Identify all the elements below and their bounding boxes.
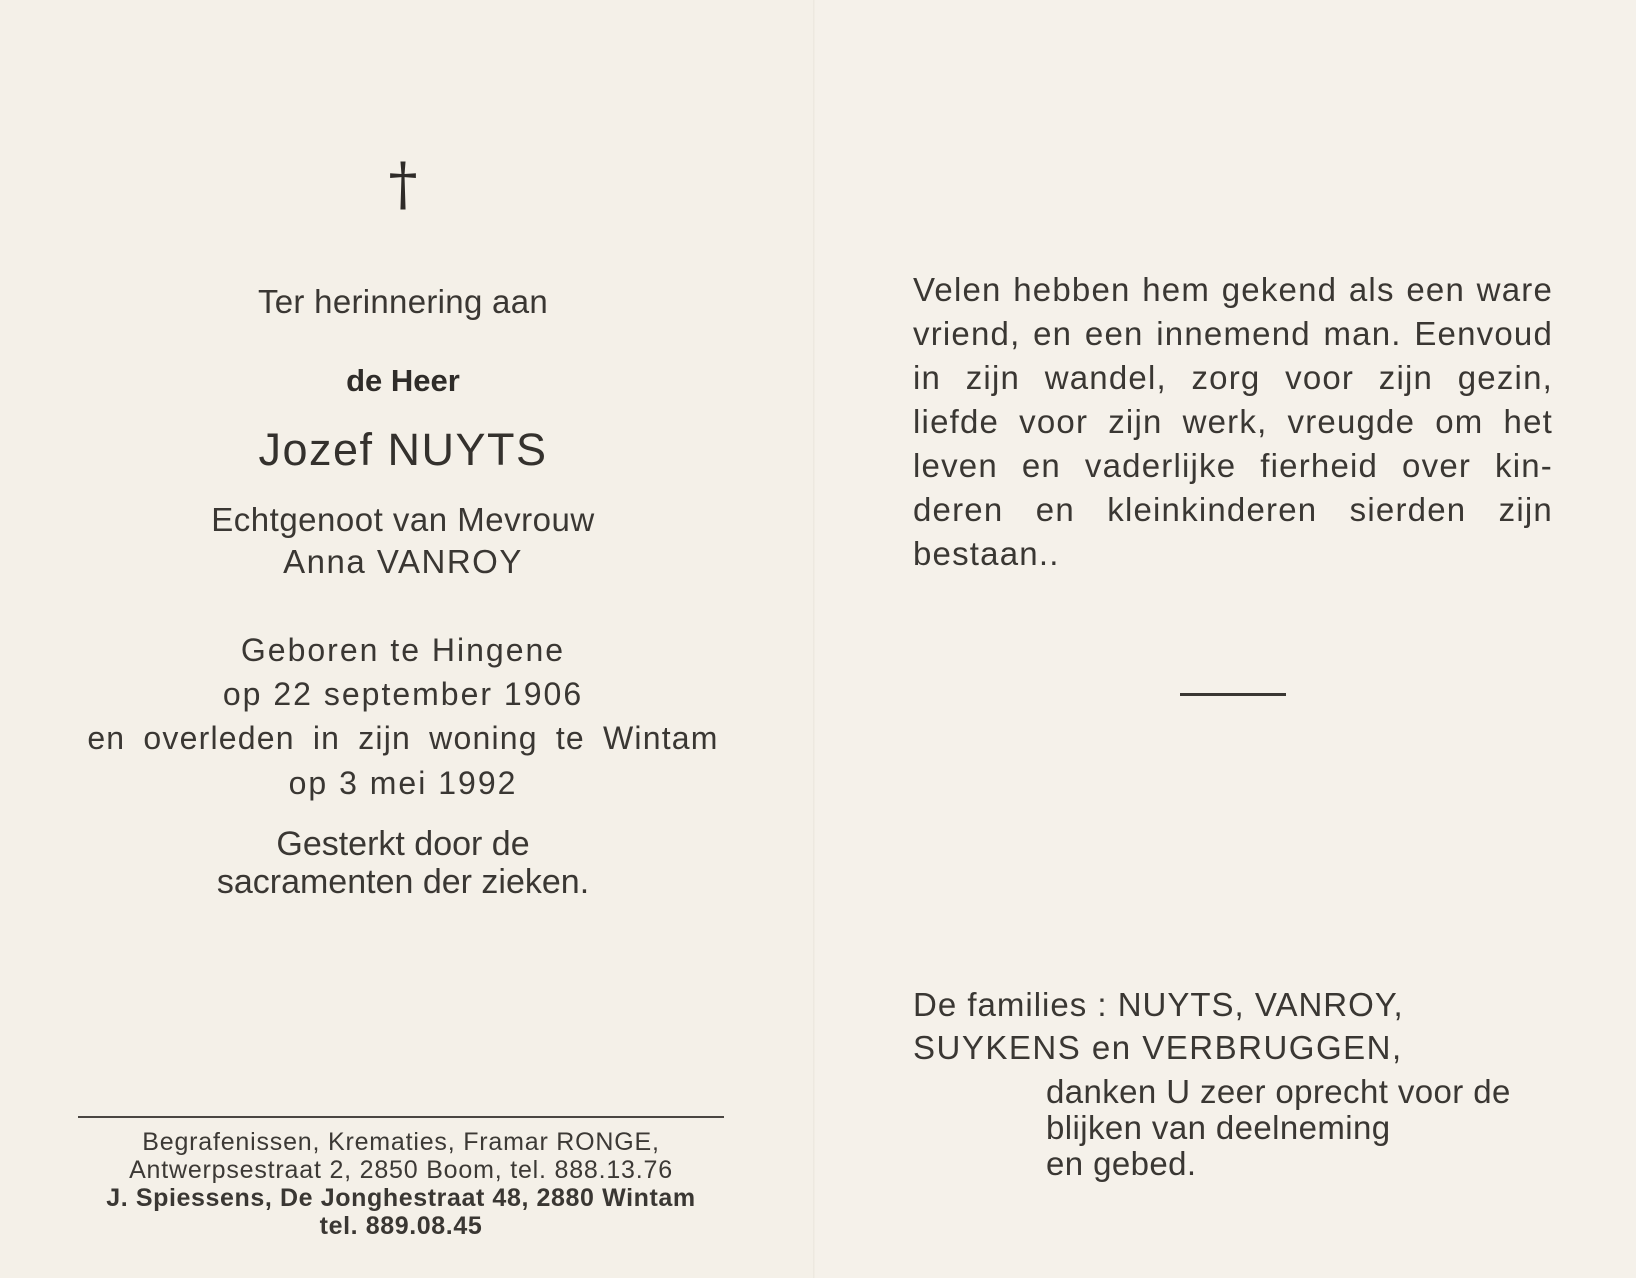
deceased-name: Jozef NUYTS (258, 424, 548, 475)
imprint-line: tel. 889.08.45 (319, 1212, 483, 1240)
section-divider (1180, 693, 1286, 696)
thanks-line-2: blijken van deelneming (1046, 1109, 1391, 1146)
verse-line: deren en kleinkinderen sierden zijn (913, 491, 1553, 528)
sacraments-line-2: sacramenten der zieken. (216, 863, 590, 901)
verse-line: liefde voor zijn werk, vreugde om het (913, 403, 1553, 440)
spouse-line-1: Echtgenoot van Mevrouw (211, 501, 595, 538)
verse-line: in zijn wandel, zorg voor zijn gezin, (913, 359, 1553, 396)
memorial-verse (913, 268, 1553, 576)
imprint-line: Antwerpsestraat 2, 2850 Boom, tel. 888.13.76 (129, 1156, 673, 1184)
imprint-line: J. Spiessens, De Jonghestraat 48, 2880 Wintam (106, 1184, 696, 1212)
thanks-line-1: danken U zeer oprecht voor de (1046, 1073, 1511, 1110)
verse-line: vriend, en een innemend man. Eenvoud (913, 315, 1553, 352)
families-line-1: De families : NUYTS, VANROY, (913, 986, 1404, 1023)
birth-date: op 22 september 1906 (222, 676, 584, 712)
families-line-2: SUYKENS en VERBRUGGEN, (913, 1029, 1403, 1066)
birth-place: Geboren te Hingene (240, 632, 566, 668)
spouse-name: Anna VANROY (283, 543, 523, 580)
left-panel (0, 0, 815, 1278)
cross-symbol: † (388, 150, 418, 218)
verse-line: leven en vaderlijke fierheid over kin- (913, 447, 1553, 484)
imprint-line: Begrafenissen, Krematies, Framar RONGE, (142, 1128, 660, 1156)
imprint-divider (78, 1116, 724, 1118)
in-memory-heading: Ter herinnering aan (257, 283, 549, 320)
death-date: op 3 mei 1992 (288, 765, 518, 801)
verse-line: bestaan.. (913, 535, 1060, 572)
honorific-title: de Heer (346, 363, 460, 398)
thanks-line-3: en gebed. (1046, 1145, 1197, 1182)
sacraments-line-1: Gesterkt door de (276, 825, 530, 863)
death-place: en overleden in zijn woning te Wintam (87, 720, 719, 756)
verse-line: Velen hebben hem gekend als een ware (913, 271, 1553, 308)
